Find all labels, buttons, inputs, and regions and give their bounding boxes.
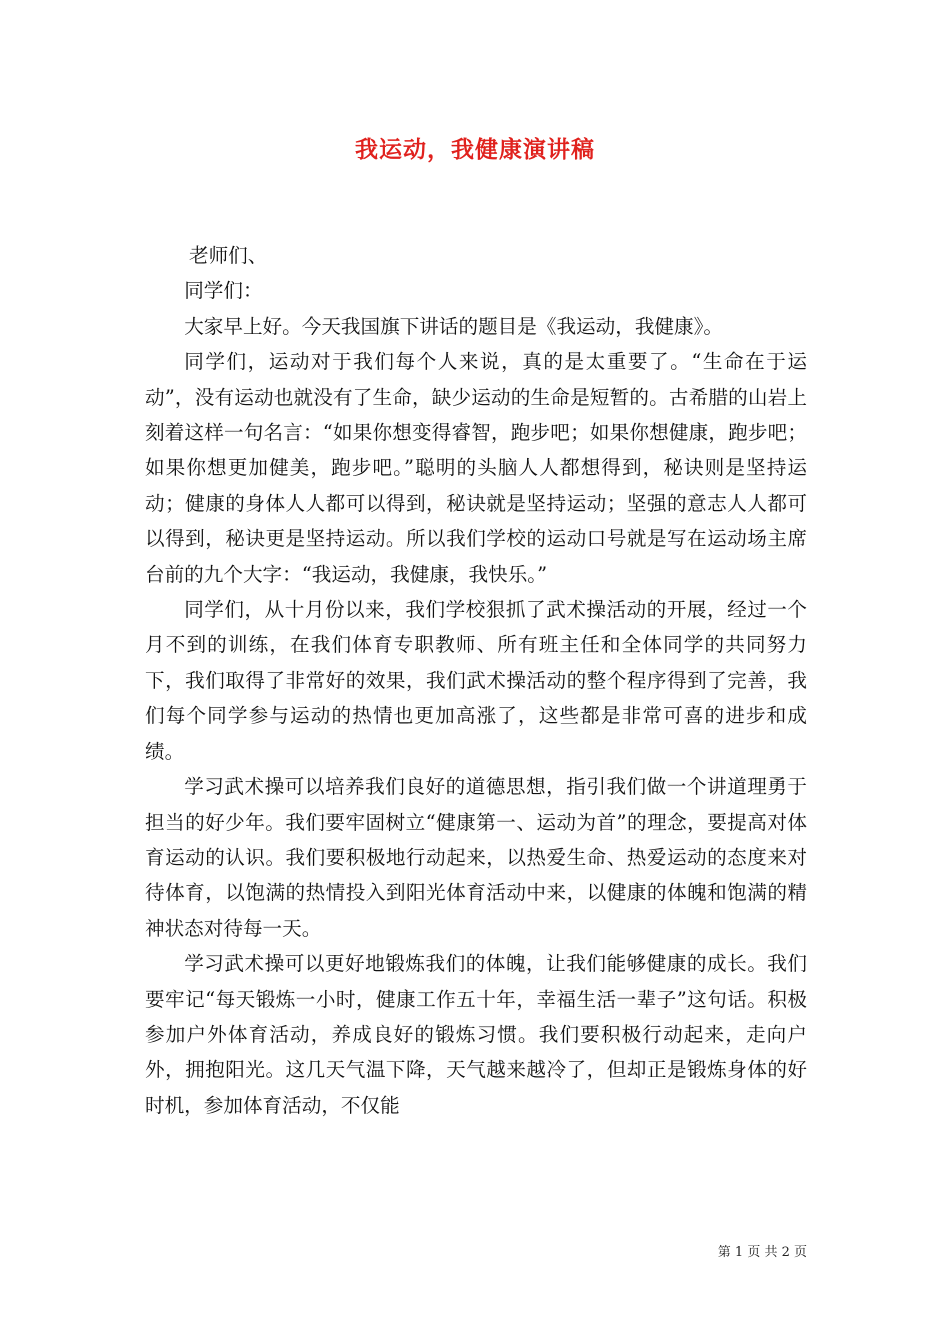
- paragraph-morality: 学习武术操可以培养我们良好的道德思想，指引我们做一个讲道理勇于担当的好少年。我们要牢固树立“健康第一、运动为首”的理念，要提高对体育运动的认识。我们要积极地行动起来，以热爱生命、热爱运动的态度来对待体育，以饱满的热情投入到阳光体育活动中来，以健康的体魄和饱满的精神状态对待每一天。: [145, 775, 807, 940]
- paragraph-importance: 同学们，运动对于我们每个人来说，真的是太重要了。“生命在于运动”，没有运动也就没有了生命，缺少运动的生命是短暂的。古希腊的山岩上刻着这样一句名言：“如果你想变得睿智，跑步吧；如果你想健康，跑步吧；如果你想更加健美，跑步吧。”聪明的头脑人人都想得到，秘诀则是坚持运动；健康的身体人人都可以得到，秘诀就是坚持运动；坚强的意志人人都可以得到，秘诀更是坚持运动。所以我们学校的运动口号就是写在运动场主席台前的九个大字：“我运动，我健康，我快乐。”: [145, 350, 807, 586]
- salutation-students: 同学们：: [184, 279, 263, 303]
- paragraph-greeting: 大家早上好。今天我国旗下讲话的题目是《我运动，我健康》。: [184, 314, 724, 338]
- paragraph-physique: 学习武术操可以更好地锻炼我们的体魄，让我们能够健康的成长。我们要牢记“每天锻炼一小时，健康工作五十年，幸福生活一辈子”这句话。积极参加户外体育活动，养成良好的锻炼习惯。我们要积极行动起来，走向户外，拥抱阳光。这几天气温下降，天气越来越冷了，但却正是锻炼身体的好时机，参加体育活动，不仅能: [145, 952, 807, 1117]
- document-body: [145, 238, 807, 1123]
- paragraph-progress: 同学们，从十月份以来，我们学校狠抓了武术操活动的开展，经过一个月不到的训练，在我们体育专职教师、所有班主任和全体同学的共同努力下，我们取得了非常好的效果，我们武术操活动的整个程序得到了完善，我们每个同学参与运动的热情也更加高涨了，这些都是非常可喜的进步和成绩。: [145, 598, 807, 763]
- page-indicator: 第 1 页 共 2 页: [717, 1245, 807, 1260]
- document-title: 我运动，我健康演讲稿: [355, 136, 595, 163]
- salutation-teachers: 老师们、: [189, 244, 268, 267]
